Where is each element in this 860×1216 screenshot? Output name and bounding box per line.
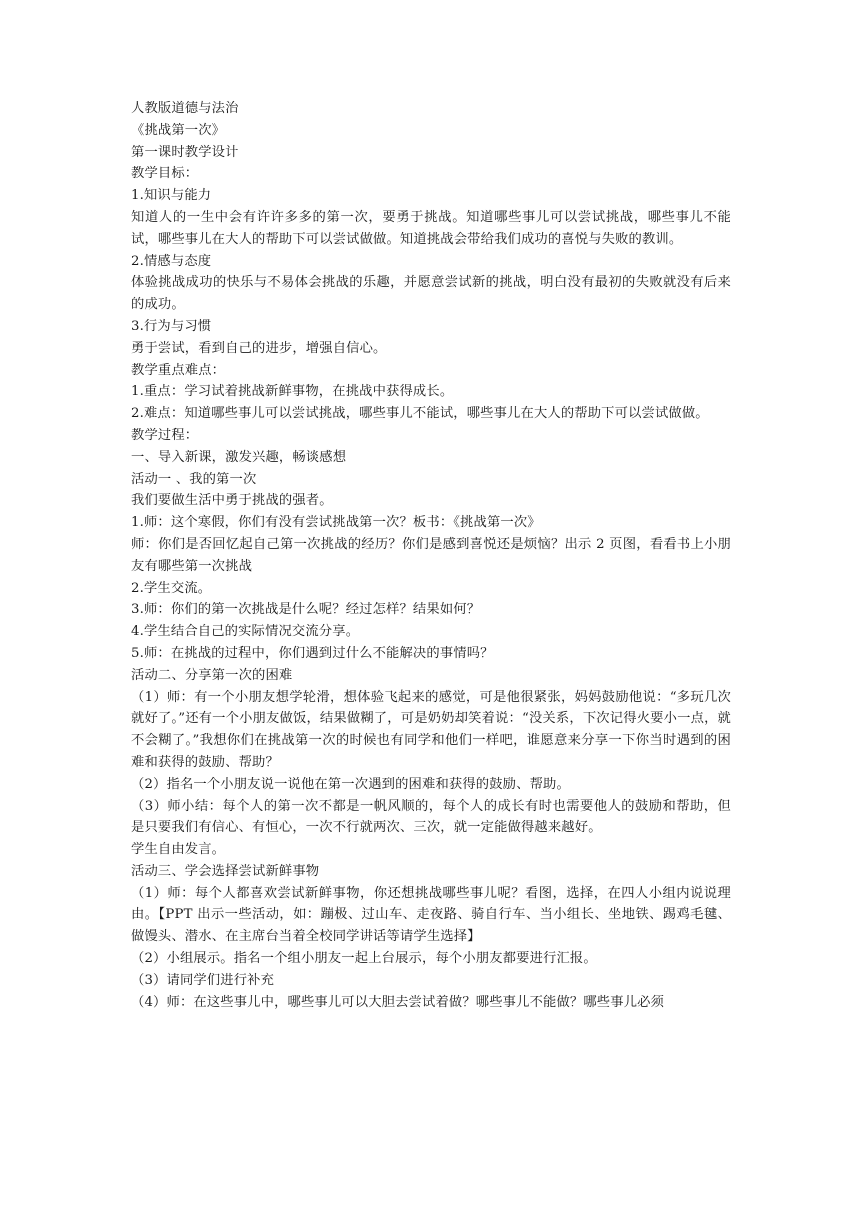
section-heading-key-points: 教学重点难点： bbox=[131, 362, 226, 378]
activity-3-step-1: （1）师：每个人都喜欢尝试新鲜事物，你还想挑战哪些事儿呢？看图，选择，在四人小组内说说理由。【PPT 出示一些活动，如：蹦极、过山车、走夜路、骑自行车、当小组长、坐地铁、踢鸡毛毽、做馒头、潜水、在主席台当着全校同学讲话等请学生选择】 bbox=[131, 885, 731, 945]
objective-3-text: 勇于尝试，看到自己的进步，增强自信心。 bbox=[131, 340, 387, 356]
objective-2-text: 体验挑战成功的快乐与不易体会挑战的乐趣，并愿意尝试新的挑战，明白没有最初的失败就没有后来的成功。 bbox=[131, 275, 731, 313]
textbook-name: 人教版道德与法治 bbox=[131, 101, 239, 116]
objective-3-heading: 3.行为与习惯 bbox=[131, 318, 212, 334]
objective-2-heading: 2.情感与态度 bbox=[131, 253, 212, 269]
activity-1-step-2: 2.学生交流。 bbox=[131, 580, 212, 596]
activity-1-step-3: 3.师：你们的第一次挑战是什么呢？经过怎样？结果如何？ bbox=[131, 602, 481, 618]
activity-2-heading: 活动二、分享第一次的困难 bbox=[131, 667, 293, 683]
activity-3-step-2: （2）小组展示。指名一个组小朋友一起上台展示，每个小朋友都要进行汇报。 bbox=[131, 951, 597, 967]
activity-3-step-4: （4）师：在这些事儿中，哪些事儿可以大胆去尝试着做？哪些事儿不能做？哪些事儿必须 bbox=[131, 994, 665, 1010]
lesson-title: 《挑战第一次》 bbox=[131, 122, 226, 138]
activity-1-step-4: 4.学生结合自己的实际情况交流分享。 bbox=[131, 624, 360, 640]
process-part-1-heading: 一、导入新课，激发兴趣，畅谈感想 bbox=[131, 449, 347, 465]
key-point-text: 1.重点：学习试着挑战新鲜事物，在挑战中获得成长。 bbox=[131, 384, 454, 400]
activity-1-intro: 我们要做生活中勇于挑战的强者。 bbox=[131, 493, 333, 509]
activity-2-step-2: （2）指名一个小朋友说一说他在第一次遇到的困难和获得的鼓励、帮助。 bbox=[131, 776, 570, 792]
objective-1-text: 知道人的一生中会有许许多多的第一次，要勇于挑战。知道哪些事儿可以尝试挑战，哪些事儿不能试，哪些事儿在大人的帮助下可以尝试做做。知道挑战会带给我们成功的喜悦与失败的教训。 bbox=[131, 209, 731, 247]
activity-1-heading: 活动一 、我的第一次 bbox=[131, 471, 257, 487]
activity-2-step-3: （3）师小结：每个人的第一次不都是一帆风顺的，每个人的成长有时也需要他人的鼓励和帮助，但是只要我们有信心、有恒心，一次不行就两次、三次，就一定能做得越来越好。 bbox=[131, 798, 731, 836]
section-heading-process: 教学过程： bbox=[131, 427, 199, 443]
section-heading-objectives: 教学目标： bbox=[131, 166, 199, 182]
document-page bbox=[131, 98, 731, 1013]
objective-1-heading: 1.知识与能力 bbox=[131, 188, 212, 204]
activity-1-step-1-detail: 师：你们是否回忆起自己第一次挑战的经历？你们是感到喜悦还是烦恼？出示 2 页图，看看书上小朋友有哪些第一次挑战 bbox=[131, 536, 731, 574]
activity-2-step-1: （1）师：有一个小朋友想学轮滑，想体验飞起来的感觉，可是他很紧张，妈妈鼓励他说：“多玩几次就好了。”还有一个小朋友做饭，结果做糊了，可是奶奶却笑着说：“没关系，下次记得火要小一点，就不会糊了。”我想你们在挑战第一次的时候也有同学和他们一样吧，谁愿意来分享一下你当时遇到的困难和获得的鼓励、帮助？ bbox=[131, 689, 731, 770]
difficulty-text: 2.难点：知道哪些事儿可以尝试挑战，哪些事儿不能试，哪些事儿在大人的帮助下可以尝试做做。 bbox=[131, 406, 709, 422]
activity-2-free-talk: 学生自由发言。 bbox=[131, 842, 226, 858]
activity-3-step-3: （3）请同学们进行补充 bbox=[131, 972, 275, 988]
activity-1-step-1: 1.师：这个寒假，你们有没有尝试挑战第一次？板书：《挑战第一次》 bbox=[131, 515, 541, 531]
design-subtitle: 第一课时教学设计 bbox=[131, 144, 239, 160]
activity-3-heading: 活动三、学会选择尝试新鲜事物 bbox=[131, 863, 320, 879]
activity-1-step-5: 5.师：在挑战的过程中，你们遇到过什么不能解决的事情吗？ bbox=[131, 645, 494, 661]
